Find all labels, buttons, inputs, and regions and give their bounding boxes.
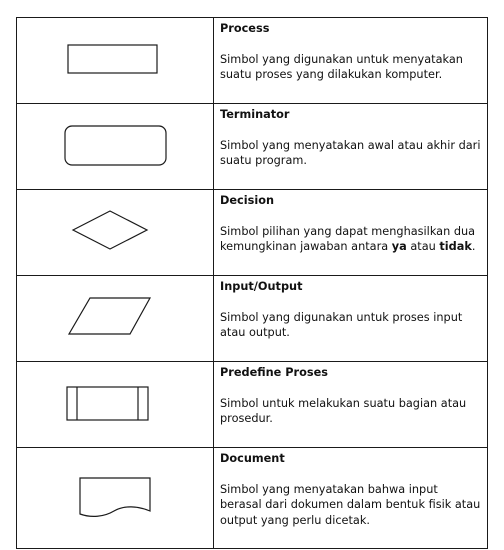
table-row-process xyxy=(17,18,488,104)
symbol-description: Simbol yang menyatakan awal atau akhir dari suatu program. xyxy=(220,138,481,167)
symbol-title: Decision xyxy=(220,194,275,207)
table-row-predefine-proses xyxy=(17,362,488,448)
symbol-cell xyxy=(17,190,214,276)
symbol-title: Input/Output xyxy=(220,280,303,293)
input-output-symbol-icon xyxy=(17,276,214,358)
symbol-description: Simbol untuk melakukan suatu bagian atau prosedur. xyxy=(220,396,467,425)
symbol-cell xyxy=(17,18,214,104)
symbol-description: Simbol yang digunakan untuk menyatakan suatu proses yang dilakukan komputer. xyxy=(220,52,463,81)
symbol-title: Process xyxy=(220,22,270,35)
description-cell xyxy=(214,18,488,104)
terminator-symbol-icon xyxy=(17,104,214,186)
predefined-process-symbol-icon xyxy=(17,362,214,444)
table-row-document xyxy=(17,448,488,549)
symbol-title: Terminator xyxy=(220,108,290,121)
process-symbol-icon xyxy=(17,18,214,100)
description-cell xyxy=(214,276,488,362)
table-row-decision xyxy=(17,190,488,276)
symbol-title: Document xyxy=(220,452,285,465)
description-cell xyxy=(214,190,488,276)
description-cell xyxy=(214,448,488,549)
symbol-cell xyxy=(17,448,214,549)
symbol-description: Simbol yang menyatakan bahwa input berasal dari dokumen dalam bentuk fisik atau output yang perlu dicetak. xyxy=(220,482,481,527)
description-cell xyxy=(214,104,488,190)
table-row-terminator xyxy=(17,104,488,190)
symbol-cell xyxy=(17,104,214,190)
decision-symbol-icon xyxy=(17,190,214,272)
symbol-title: Predefine Proses xyxy=(220,366,328,379)
flowchart-symbol-table xyxy=(16,17,488,549)
document-symbol-icon xyxy=(17,448,214,545)
description-cell xyxy=(214,362,488,448)
table-row-input-output xyxy=(17,276,488,362)
symbol-cell xyxy=(17,362,214,448)
symbol-cell xyxy=(17,276,214,362)
symbol-description: Simbol pilihan yang dapat menghasilkan dua kemungkinan jawaban antara ya atau tidak. xyxy=(220,224,476,253)
symbol-description: Simbol yang digunakan untuk proses input atau output. xyxy=(220,310,463,339)
